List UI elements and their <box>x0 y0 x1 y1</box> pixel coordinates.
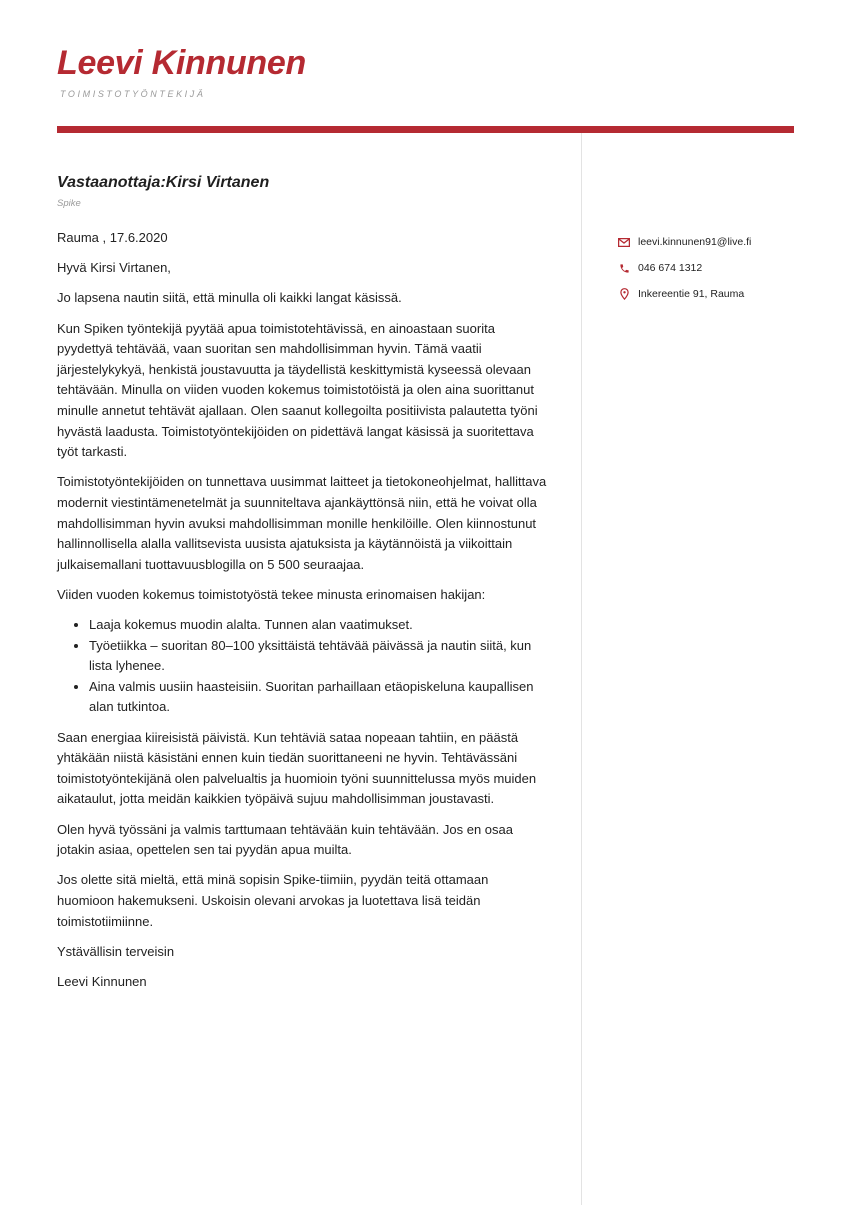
applicant-name: Leevi Kinnunen <box>57 44 306 82</box>
recipient-company: Spike <box>57 198 81 209</box>
date-line: Rauma , 17.6.2020 <box>57 230 168 245</box>
letter-paragraph: Olen hyvä työssäni ja valmis tarttumaan tehtävään kuin tehtävään. Jos en osaa jotakin asiaa, opettelen sen tai pyydän apua muilta. <box>57 821 513 858</box>
signature: Leevi Kinnunen <box>57 973 147 989</box>
letter-paragraph: Saan energiaa kiireisistä päivistä. Kun tehtäviä sataa nopeaan tahtiin, en päästä yhtäkään niistä käsistäni ennen kuin tiedän suorittaneeni ne hyvin. Tehtävässäni toimistotyöntekijänä olen palvelualtis ja huomioin työni suunnittelussa myös muiden aikataulut, jotta meidän kaikkien työpäivä sujuu mahdollisimman joustavasti. <box>57 729 537 807</box>
recipient-name: Kirsi Virtanen <box>165 174 270 191</box>
letter-paragraph: Kun Spiken työntekijä pyytää apua toimistotehtävissä, en ainoastaan suorita pyydettyä tehtävää, vaan suoritan sen mahdollisimman hyvin. Tämä vaatii järjestelykykyä, henkistä joustavuutta ja täydellistä keskittymistä kyseessä olevaan tehtävään. Minulla on viiden vuoden kokemus toimistotöistä ja olen aina suorittanut minulle annetut tehtävät ajallaan. Olen saanut kollegoilta positiivista palautetta työni hyvästä laadusta. Toimistotyöntekijöiden on pidettävä langat käsissä ja suoritettava työt tarkasti. <box>57 320 538 460</box>
greeting: Hyvä Kirsi Virtanen, <box>57 260 171 276</box>
list-item: • Aina valmis uusiin haasteisiin. Suoritan parhaillaan etäopiskeluna kaupallisen alan tutkintoa. <box>89 677 549 718</box>
contact-panel <box>617 229 817 307</box>
list-item: • Laaja kokemus muodin alalta. Tunnen alan vaatimukset. <box>89 615 549 636</box>
letter-paragraph: Jo lapsena nautin siitä, että minulla oli kaikki langat käsissä. <box>57 290 402 306</box>
email-link[interactable]: leevi.kinnunen91@live.fi <box>638 236 752 248</box>
phone-number[interactable]: 046 674 1312 <box>638 262 703 274</box>
letter-paragraph: Toimistotyöntekijöiden on tunnettava uusimmat laitteet ja tietokoneohjelmat, hallittava modernit viestintämenetelmät ja suunniteltava ajankäyttönsä niin, että he voivat olla mahdollisimman hyvin avuksi mahdollisimman monille henkilöille. Olen kiinnostunut hallinnollisella alalla vallitsevista uusista ajatuksista ja käytännöistä ja viikoittain julkaisemallani tuottavuusblogilla on 5 500 seuraajaa. <box>57 474 547 572</box>
qualifications-list <box>57 615 549 718</box>
column-divider <box>581 133 582 1205</box>
location-pin-icon <box>617 287 631 301</box>
header-accent-bar <box>57 126 794 133</box>
mail-icon <box>617 235 631 249</box>
job-title: TOIMISTOTYÖNTEKIJÄ <box>60 89 206 99</box>
contact-address <box>617 281 817 307</box>
list-item: • Työetiikka – suoritan 80–100 yksittäistä tehtävää päivässä ja nautin siitä, kun lista lyhenee. <box>89 636 549 677</box>
recipient-separator: : <box>160 174 166 191</box>
contact-email <box>617 229 817 255</box>
letter-body <box>57 228 549 1002</box>
address: Inkereentie 91, Rauma <box>638 288 745 300</box>
contact-phone <box>617 255 817 281</box>
recipient-heading <box>57 172 269 194</box>
phone-icon <box>617 261 631 275</box>
letter-paragraph: Jos olette sitä mieltä, että minä sopisin Spike-tiimiin, pyydän teitä ottamaan huomioon hakemukseni. Uskoisin olevani arvokas ja luotettava lisä teidän toimistotiimiinne. <box>57 872 489 929</box>
letter-paragraph: Viiden vuoden kokemus toimistotyöstä tekee minusta erinomaisen hakijan: <box>57 586 486 602</box>
recipient-label: Vastaanottaja <box>57 174 161 191</box>
closing: Ystävällisin terveisin <box>57 943 175 959</box>
